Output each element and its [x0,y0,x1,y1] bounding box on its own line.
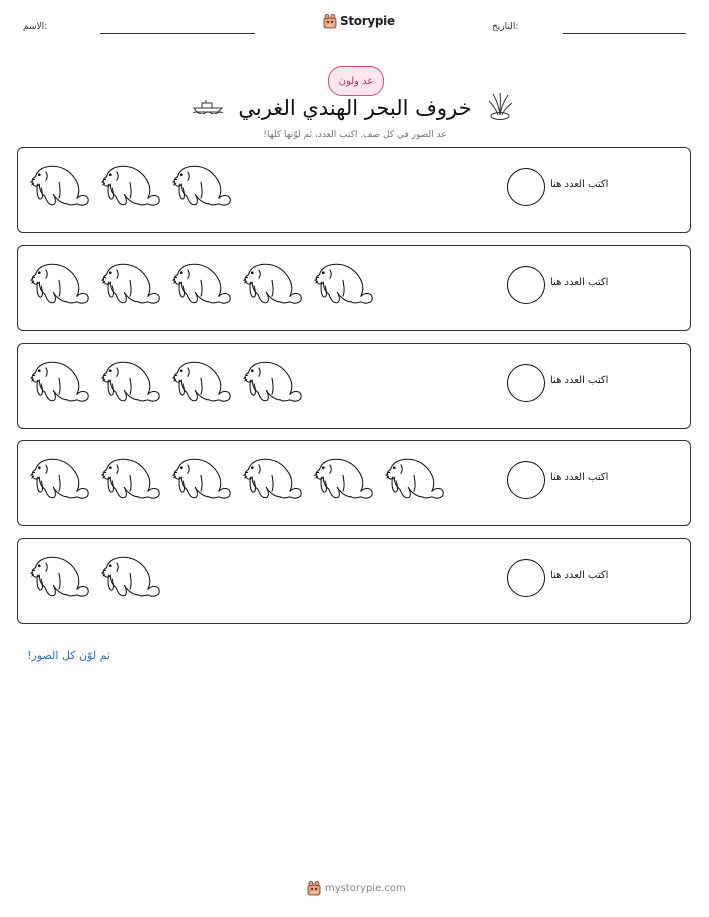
manatee-icon [99,455,161,503]
answer-circle[interactable] [507,266,545,304]
answer-circle[interactable] [507,559,545,597]
row-prompt: اكتب العدد هنا [550,472,609,483]
name-field[interactable] [100,33,255,34]
manatee-icon [28,455,90,503]
manatee-icon [28,260,90,308]
boat-icon [192,98,224,114]
instructions: عد الصور في كل صف. اكتب العدد، ثم لوّنها كلها! [263,130,447,140]
storypie-logo-icon [323,13,337,29]
manatee-icon [99,162,161,210]
manatee-icon [28,553,90,601]
answer-circle[interactable] [507,168,545,206]
answer-circle[interactable] [507,364,545,402]
brand [323,13,395,29]
count-row [17,538,691,624]
seagrass-icon [487,91,513,121]
manatee-icon [99,358,161,406]
date-field[interactable] [563,33,686,34]
manatee-icon [99,260,161,308]
page-title: خروف البحر الهندي الغربي [238,96,472,120]
color-instruction: ثم لوّن كل الصور! [27,649,110,662]
storypie-logo-icon [307,880,321,896]
manatee-icon [170,358,232,406]
row-images [28,162,232,210]
footer [307,880,406,896]
count-color-badge: عد ولون [328,66,384,96]
manatee-icon [170,162,232,210]
count-row [17,440,691,526]
manatee-icon [241,358,303,406]
row-images [28,260,374,308]
manatee-icon [241,455,303,503]
manatee-icon [312,260,374,308]
manatee-icon [383,455,445,503]
row-images [28,358,303,406]
row-prompt: اكتب العدد هنا [550,179,609,190]
count-row [17,147,691,233]
row-prompt: اكتب العدد هنا [550,375,609,386]
count-row [17,343,691,429]
manatee-icon [170,455,232,503]
footer-url[interactable]: mystorypie.com [325,882,406,894]
manatee-icon [170,260,232,308]
manatee-icon [99,553,161,601]
row-prompt: اكتب العدد هنا [550,570,609,581]
row-images [28,455,445,503]
manatee-icon [241,260,303,308]
row-prompt: اكتب العدد هنا [550,277,609,288]
name-label: الاسم: [23,22,48,32]
row-images [28,553,161,601]
manatee-icon [312,455,374,503]
manatee-icon [28,162,90,210]
count-row [17,245,691,331]
answer-circle[interactable] [507,461,545,499]
manatee-icon [28,358,90,406]
date-label: التاريخ: [492,22,519,32]
brand-name: Storypie [340,14,395,28]
